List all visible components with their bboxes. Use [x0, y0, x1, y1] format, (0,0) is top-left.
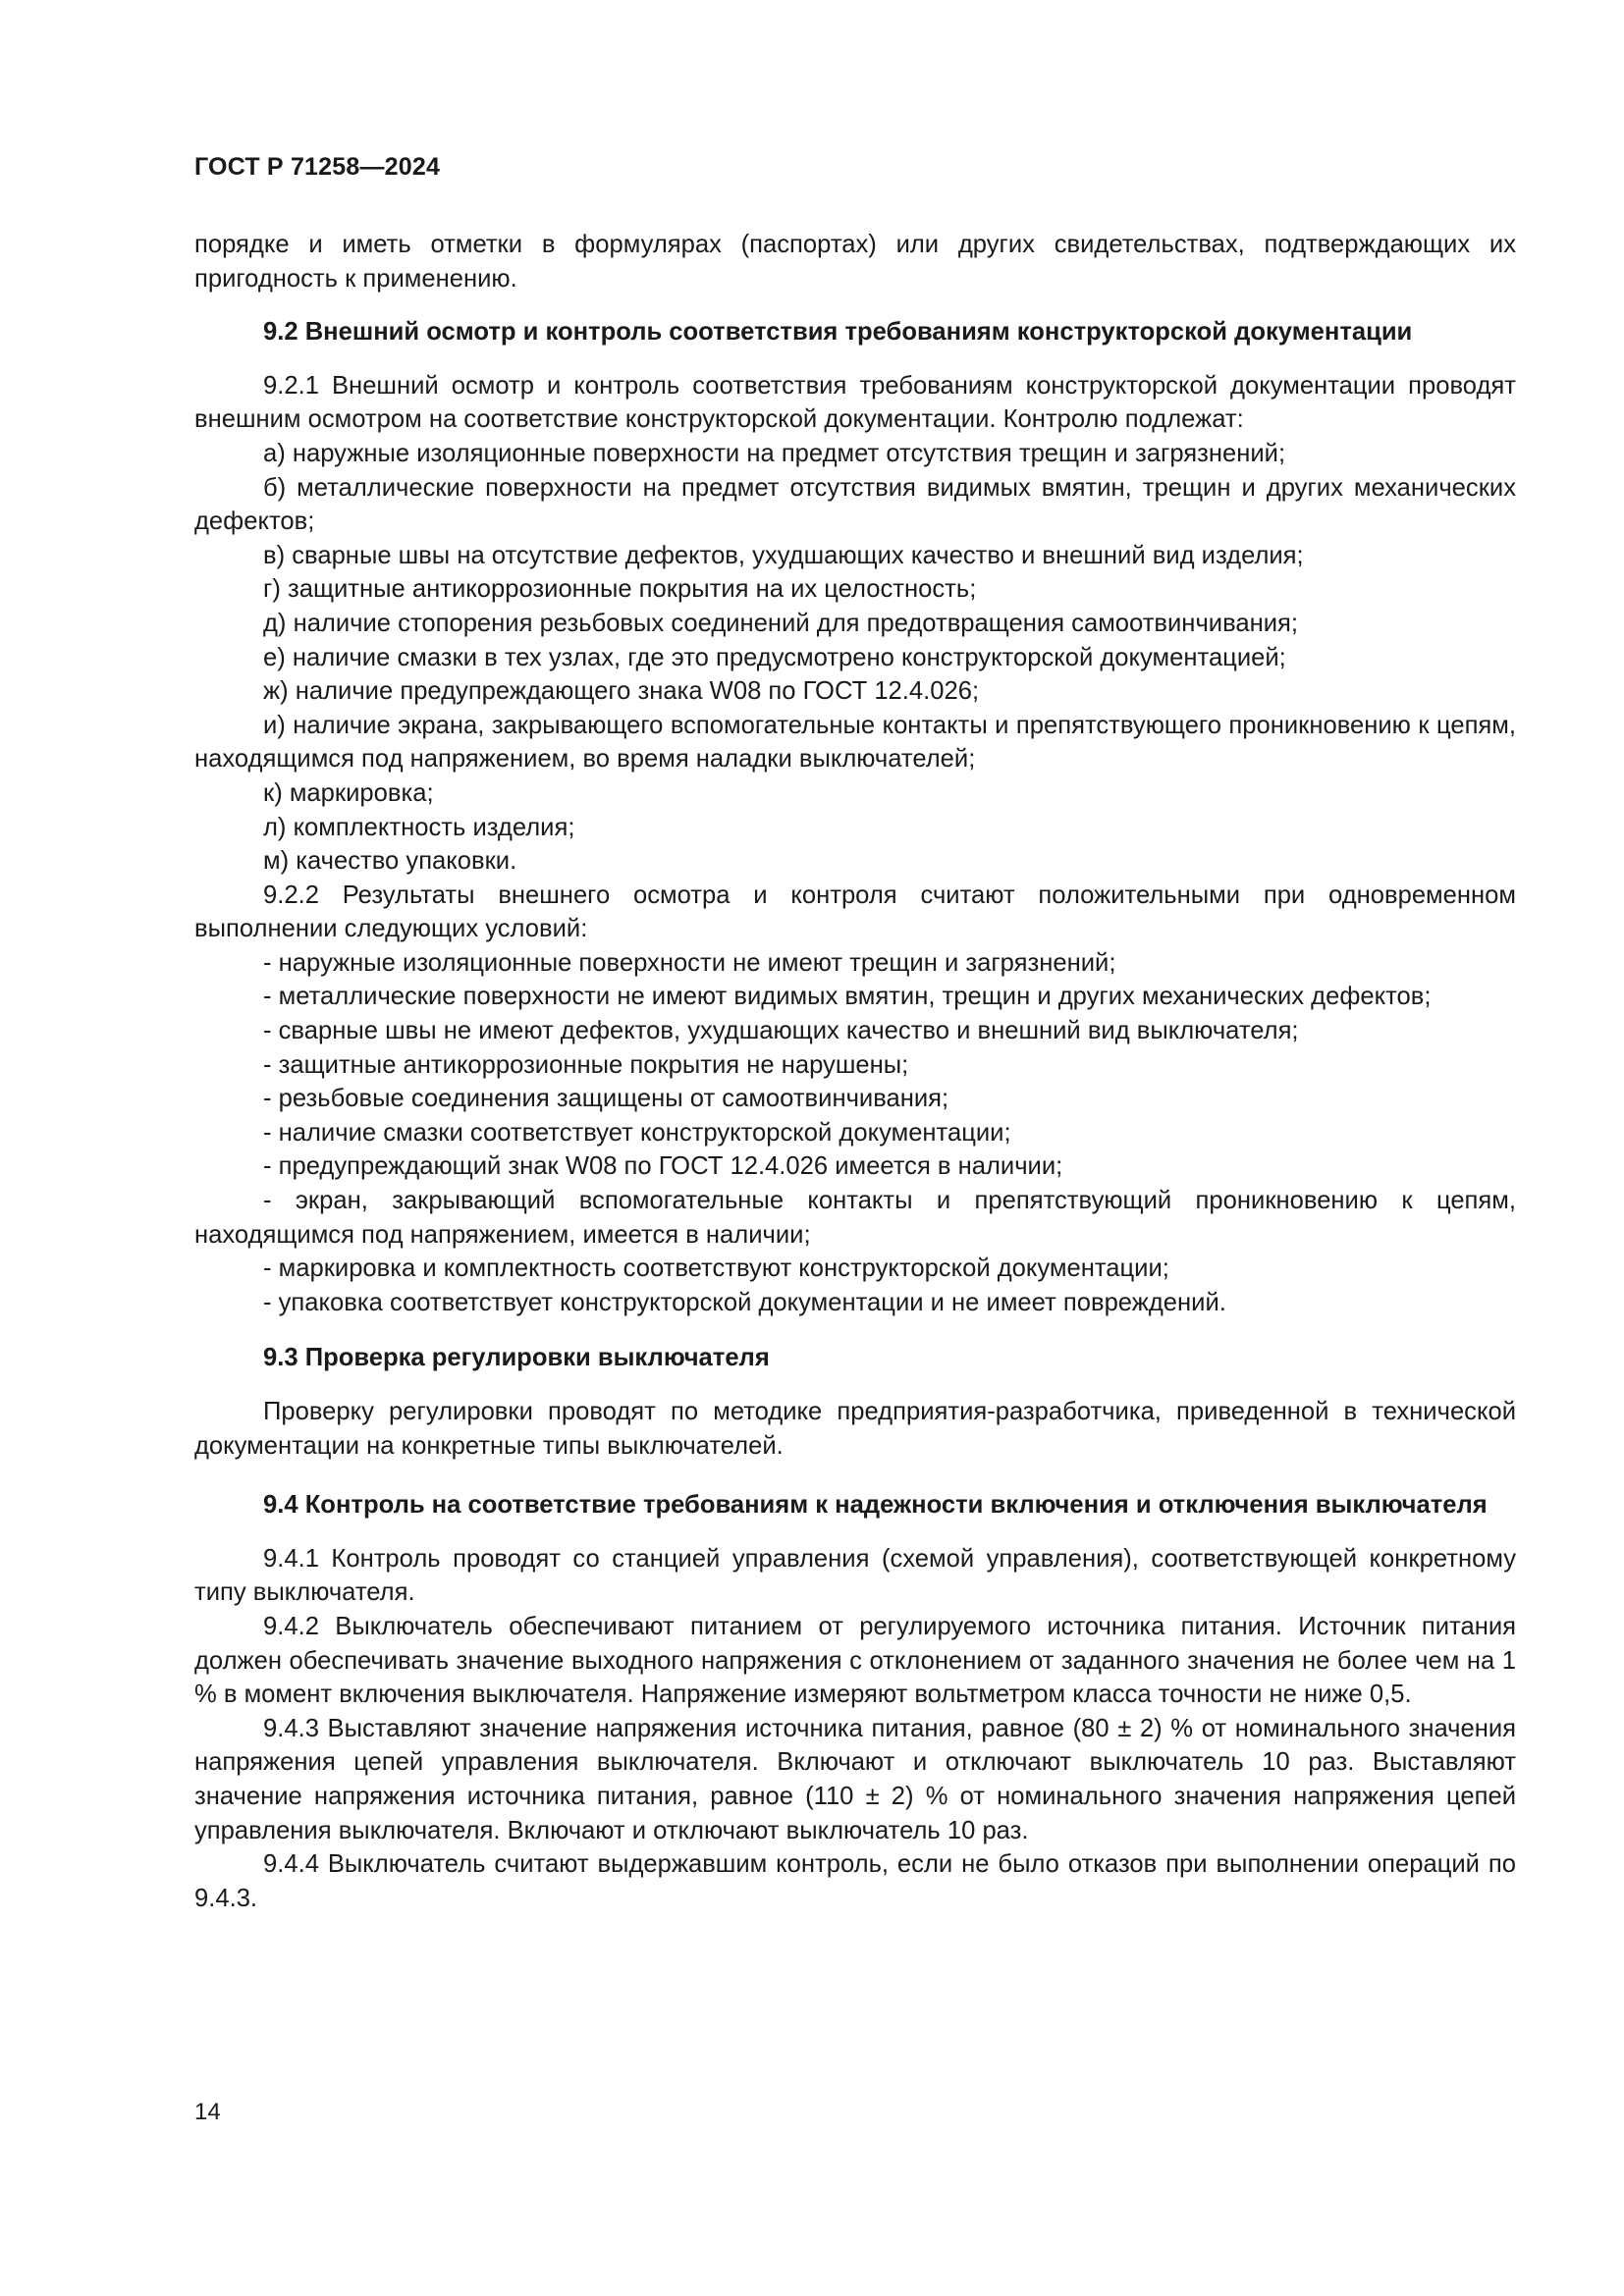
list-item: д) наличие стопорения резьбовых соединений для предотвращения самоотвинчивания; [263, 609, 1299, 637]
condition-item: - сварные швы не имеют дефектов, ухудшающих качество и внешний вид выключателя; [263, 1017, 1299, 1045]
condition-item: - упаковка соответствует конструкторской документации и не имеет повреждений. [263, 1288, 1226, 1316]
list-item: б) металлические поверхности на предмет отсутствия видимых вмятин, трещин и других механических дефектов; [194, 473, 1516, 536]
condition-item: - экран, закрывающий вспомогательные контакты и препятствующий проникновению к цепям, находящимся под напряжением, имеется в наличии; [194, 1187, 1516, 1249]
list-item: е) наличие смазки в тех узлах, где это предусмотрено конструкторской документацией; [263, 643, 1286, 671]
list-item: л) комплектность изделия; [263, 813, 575, 841]
condition-item: - наличие смазки соответствует конструкторской документации; [263, 1118, 1011, 1147]
paragraph-9-4-3: 9.4.3 Выставляют значение напряжения источника питания, равное (80 ± 2) % от номинального значения напряжения цепей управления выключателя. Включают и отключают выключатель 10 раз. Выставляют значение напряжения источника питания, равное (110 ± 2) % от номинального значения напряжения цепей управления выключателя. Включают и отключают выключатель 10 раз. [194, 1714, 1516, 1844]
page-number: 14 [194, 2099, 221, 2125]
paragraph-9-2-2: 9.2.2 Результаты внешнего осмотра и контроля считают положительными при одновременном выполнении следующих условий: [194, 881, 1516, 943]
list-item: и) наличие экрана, закрывающего вспомогательные контакты и препятствующего проникновению к цепям, находящимся под напряжением, во время наладки выключателей; [194, 711, 1516, 774]
list-item: м) качество упаковки. [263, 847, 517, 876]
condition-item: - резьбовые соединения защищены от самоотвинчивания; [263, 1085, 949, 1113]
list-item: к) маркировка; [263, 778, 434, 807]
list-item: в) сварные швы на отсутствие дефектов, ухудшающих качество и внешний вид изделия; [263, 541, 1304, 569]
condition-item: - предупреждающий знак W08 по ГОСТ 12.4.026 имеется в наличии; [263, 1152, 1063, 1181]
section-9-2-title: 9.2 Внешний осмотр и контроль соответствия требованиям конструкторской документации [263, 318, 1413, 347]
paragraph-9-3: Проверку регулировки проводят по методике предприятия-разработчика, приведенной в технической документации на конкретные типы выключателей. [194, 1398, 1516, 1460]
list-item: ж) наличие предупреждающего знака W08 по ГОСТ 12.4.026; [263, 677, 980, 706]
condition-item: - металлические поверхности не имеют видимых вмятин, трещин и других механических дефектов; [263, 983, 1432, 1011]
intro-paragraph: порядке и иметь отметки в формулярах (паспортах) или других свидетельствах, подтверждающих их пригодность к применению. [194, 231, 1516, 293]
paragraph-9-2-1: 9.2.1 Внешний осмотр и контроль соответствия требованиям конструкторской документации проводят внешним осмотром на соответствие конструкторской документации. Контролю подлежат: [194, 371, 1516, 434]
list-item: а) наружные изоляционные поверхности на предмет отсутствия трещин и загрязнений; [263, 439, 1286, 467]
condition-item: - маркировка и комплектность соответствуют конструкторской документации; [263, 1255, 1169, 1283]
paragraph-9-4-1: 9.4.1 Контроль проводят со станцией управления (схемой управления), соответствующей конкретному типу выключателя. [194, 1544, 1516, 1607]
paragraph-9-4-4: 9.4.4 Выключатель считают выдержавшим контроль, если не было отказов при выполнении операций по 9.4.3. [194, 1850, 1516, 1912]
paragraph-9-4-2: 9.4.2 Выключатель обеспечивают питанием от регулируемого источника питания. Источник питания должен обеспечивать значение выходного напряжения с отклонением от заданного значения не более чем на 1 % в момент включения выключателя. Напряжение измеряют вольтметром класса точности не ниже 0,5. [194, 1612, 1516, 1709]
condition-item: - защитные антикоррозионные покрытия не нарушены; [263, 1050, 909, 1079]
list-item: г) защитные антикоррозионные покрытия на их целостность; [263, 575, 977, 604]
document-code-header: ГОСТ Р 71258—2024 [194, 153, 441, 181]
page-content [194, 228, 1516, 1915]
section-9-3-title: 9.3 Проверка регулировки выключателя [263, 1344, 770, 1372]
condition-item: - наружные изоляционные поверхности не имеют трещин и загрязнений; [263, 948, 1116, 977]
section-9-4-title: 9.4 Контроль на соответствие требованиям к надежности включения и отключения выключателя [263, 1491, 1488, 1520]
